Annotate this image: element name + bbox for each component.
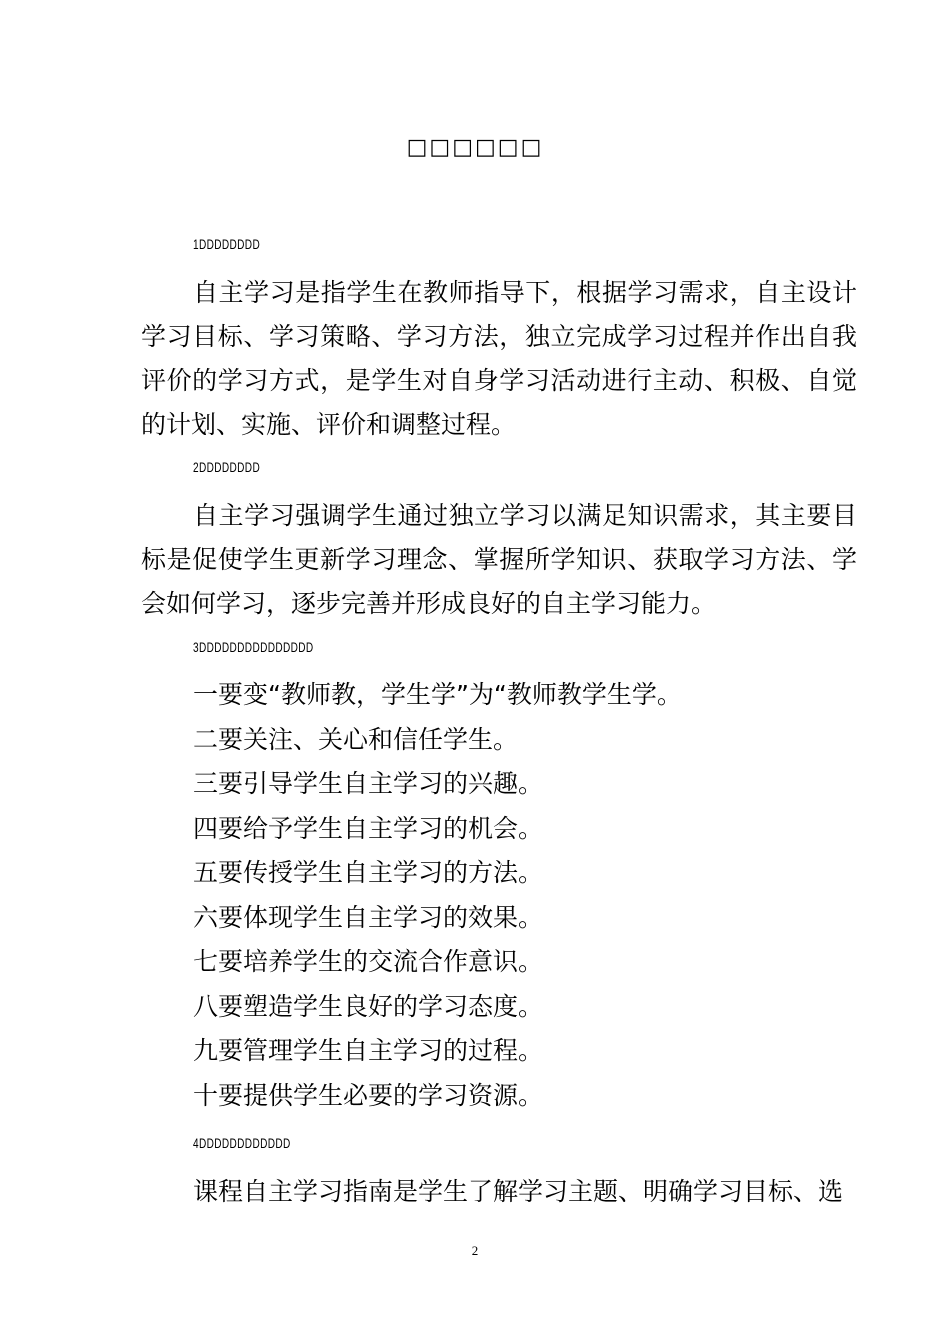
list-item: 二要关注、关心和信任学生。: [193, 725, 519, 754]
list-item: 六要体现学生自主学习的效果。: [193, 903, 544, 932]
section-heading-2: 2DDDDDDDD: [193, 459, 261, 475]
list-item: 十要提供学生必要的学习资源。: [193, 1081, 544, 1110]
section-paragraph-2: 自主学习强调学生通过独立学习以满足知识需求，其主要目标是促使学生更新学习理念、掌握所学知识、获取学习方法、学会如何学习，逐步完善并形成良好的自主学习能力。: [141, 501, 857, 618]
section-heading-1: 1DDDDDDDD: [193, 236, 261, 252]
list-item: 五要传授学生自主学习的方法。: [193, 858, 544, 887]
list-item: 九要管理学生自主学习的过程。: [193, 1036, 544, 1065]
list-item: 七要培养学生的交流合作意识。: [193, 947, 544, 976]
section-heading-4: 4DDDDDDDDDDDD: [193, 1135, 291, 1151]
section-paragraph-1: 自主学习是指学生在教师指导下，根据学习需求，自主设计学习目标、学习策略、学习方法，独立完成学习过程并作出自我评价的学习方式，是学生对自身学习活动进行主动、积极、自觉的计划、实施、评价和调整过程。: [141, 278, 857, 439]
section-paragraph-4: 课程自主学习指南是学生了解学习主题、明确学习目标、选: [193, 1177, 844, 1206]
document-title: □□□□□□: [406, 135, 544, 160]
list-item: 三要引导学生自主学习的兴趣。: [193, 769, 544, 798]
list-item: 八要塑造学生良好的学习态度。: [193, 992, 544, 1021]
section-heading-3: 3DDDDDDDDDDDDDDD: [193, 639, 314, 655]
list-item: 一要变“教师教，学生学”为“教师教学生学。: [193, 680, 682, 709]
page-number: 2: [471, 1243, 479, 1258]
list-item: 四要给予学生自主学习的机会。: [193, 814, 544, 843]
